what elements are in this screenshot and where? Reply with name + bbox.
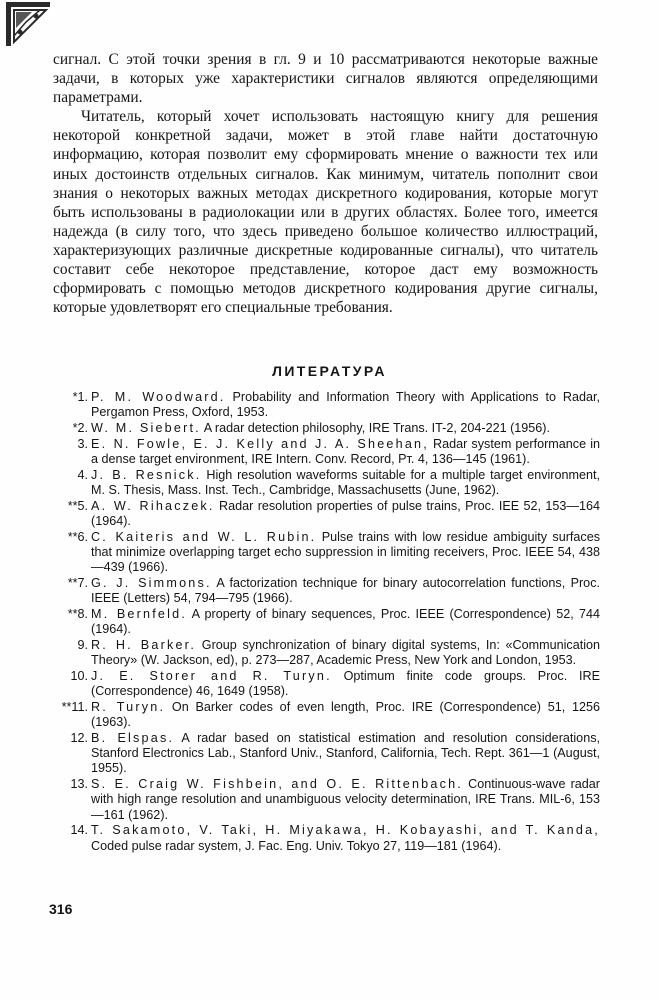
reference-text: On Barker codes of even length, Proc. IRE (Correspondence) 51, 1256 (1963).: [91, 700, 601, 730]
reference-authors: J. E. Storer and R. Turyn.: [91, 669, 332, 683]
reference-authors: S. E. Craig W. Fishbein, and O. E. Rittenbach.: [91, 777, 463, 792]
reference-text: Pulse trains with low residue ambiguity surfaces that minimize overlapping target echo suppression in limiting receivers, Proc. IEEE 54, 438—439 (1966).: [91, 529, 601, 575]
references-list: [28, 390, 600, 854]
reference-authors: P. M. Woodward.: [91, 390, 226, 404]
reference-authors: R. H. Barker.: [91, 638, 197, 652]
reference-item: [28, 638, 600, 668]
reference-authors: B. Elspas.: [91, 731, 175, 745]
reference-item: [28, 700, 600, 730]
corner-ornament-icon: [6, 2, 50, 46]
reference-authors: A. W. Rihaczek.: [91, 498, 215, 513]
reference-text: Continuous-wave radar with high range resolution and unambiguous velocity determination, IRE Trans. MIL-6, 153—161 (1962).: [91, 777, 600, 822]
reference-number: 12.: [70, 731, 88, 745]
reference-number: **8.: [67, 607, 88, 621]
reference-number: 4.: [77, 467, 88, 482]
reference-item: [28, 669, 600, 699]
reference-number: **6.: [67, 529, 88, 544]
reference-authors: E. N. Fowle, E. J. Kelly and J. A. Sheehan,: [91, 436, 429, 451]
reference-item: [28, 576, 600, 606]
reference-text: High resolution waveforms suitable for a multiple target environment, M. S. Thesis, Mass. Inst. Tech., Cambridge, Massachusetts (June, 1962).: [91, 467, 600, 497]
page-number: 316: [49, 901, 73, 917]
reference-authors: G. J. Simmons.: [91, 576, 212, 590]
reference-item: [28, 823, 600, 853]
reference-number: 13.: [70, 777, 88, 792]
reference-text: A factorization technique for binary autocorrelation functions, Proc. IEEE (Letters) 54, 794—795 (1966).: [91, 576, 600, 606]
reference-item: [28, 421, 600, 436]
reference-text: Optimum finite code groups. Proc. IRE (Correspondence) 46, 1649 (1958).: [91, 669, 600, 699]
reference-authors: W. M. Siebert.: [91, 421, 201, 435]
references-heading: ЛИТЕРАТУРА: [272, 363, 387, 379]
reference-text: A property of binary sequences, Proc. IEEE (Correspondence) 52, 744 (1964).: [91, 607, 600, 637]
reference-number: 9.: [77, 638, 88, 652]
reference-authors: M. Bernfeld.: [91, 607, 188, 621]
reference-item: [28, 499, 600, 529]
reference-item: [28, 468, 600, 498]
reference-text: A radar based on statistical estimation and resolution considerations, Stanford Electronics Lab., Stanford Univ., Stanford, California, Tech. Rept. 361—1 (August, 1955).: [91, 731, 600, 776]
reference-text: Radar resolution properties of pulse trains, Proc. IEE 52, 153—164 (1964).: [91, 498, 600, 528]
reference-item: [28, 437, 600, 467]
reference-item: [28, 607, 600, 637]
reference-number: 10.: [70, 669, 88, 683]
reference-authors: C. Kaiteris and W. L. Rubin.: [91, 529, 317, 544]
reference-item: [28, 390, 600, 420]
reference-item: [28, 731, 600, 777]
reference-item: [28, 530, 600, 576]
reference-number: **11.: [61, 700, 88, 714]
body-paragraph: Читатель, который хочет использовать настоящую книгу для решения некоторой конкретной задачи, может в этой главе найти достаточную информацию, которая позволит ему сформировать мнение о важности тех или иных достоинств отдельных сигналов. Как минимум, читатель пополнит свои знания о некоторых важных методах дискретного кодирования, которые могут быть использованы в радиолокации или в других областях. Более того, имеется надежда (в силу того, что здесь приведено большое количество иллюстраций, характеризующих различные дискретные кодированные сигналы), что читатель составит себе некоторое представление, которое даст ему возможность сформировать с помощью методов дискретного кодирования другие сигналы, которые удовлетворят его специальные требования.: [53, 108, 598, 317]
body-paragraph: сигнал. С этой точки зрения в гл. 9 и 10 рассматриваются некоторые важные задачи, в которых уже характеристики сигналов являются определяющими параметрами.: [53, 51, 598, 107]
reference-number: 14.: [70, 823, 88, 838]
reference-text: Probability and Information Theory with Applications to Radar, Pergamon Press, Oxford, 1953.: [91, 390, 601, 420]
body-text: [53, 50, 598, 317]
reference-number: *1.: [72, 390, 88, 404]
reference-number: 3.: [77, 436, 88, 451]
reference-number: **5.: [67, 498, 88, 513]
reference-number: *2.: [72, 421, 88, 435]
reference-text: A radar detection philosophy, IRE Trans. IT-2, 204-221 (1956).: [203, 421, 550, 435]
reference-number: **7.: [67, 576, 88, 590]
reference-authors: T. Sakamoto, V. Taki, H. Miyakawa, H. Kobayashi, and T. Kanda,: [91, 823, 600, 838]
reference-item: [28, 777, 600, 823]
reference-text: Coded pulse radar system, J. Fac. Eng. Univ. Tokyo 27, 119—181 (1964).: [91, 838, 502, 853]
reference-authors: J. B. Resnick.: [91, 467, 202, 482]
reference-text: Radar system performance in a dense target environment, IRE Intern. Conv. Record, Pт. 4, 136—145 (1961).: [91, 436, 600, 466]
reference-authors: R. Turyn.: [91, 700, 166, 714]
reference-text: Group synchronization of binary digital systems, In: «Communication Theory» (W. Jackson, ed), p. 273—287, Academic Press, New York and London, 1953.: [91, 638, 601, 668]
